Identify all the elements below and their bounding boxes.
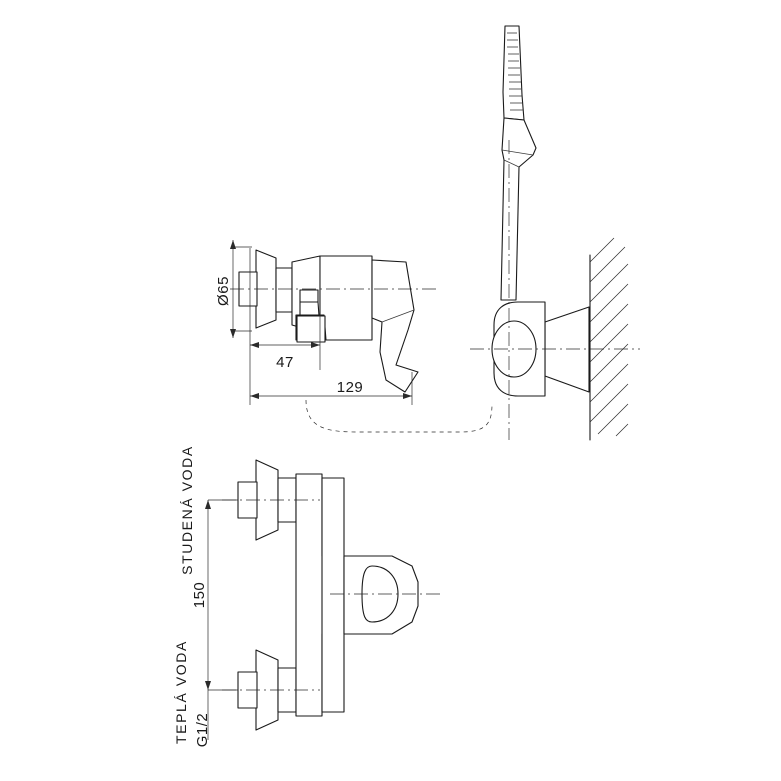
label-hot-water: TEPLÁ VODA [173, 640, 189, 744]
lever-handle-top [372, 260, 418, 392]
label-cold-water: STUDENÁ VODA [179, 445, 195, 575]
dim-label-g12: G1/2 [194, 712, 211, 748]
dimension-150 [191, 500, 238, 690]
front-view-group [215, 240, 492, 432]
wall-hatching [590, 238, 628, 440]
hand-shower-wand [501, 118, 536, 300]
hand-shower-head [503, 26, 524, 125]
mixer-body-front [296, 474, 344, 716]
outlet-bottom [297, 316, 325, 342]
dim-label-150: 150 [191, 581, 208, 609]
lever-handle-front [344, 556, 418, 634]
projection-guide [306, 400, 492, 432]
side-view-group [470, 26, 640, 440]
dim-label-diameter-65: Ø65 [215, 276, 232, 306]
dim-label-47: 47 [276, 354, 294, 371]
dim-label-129: 129 [336, 379, 364, 396]
dimension-g12 [194, 690, 211, 747]
plan-view-group [173, 445, 440, 747]
